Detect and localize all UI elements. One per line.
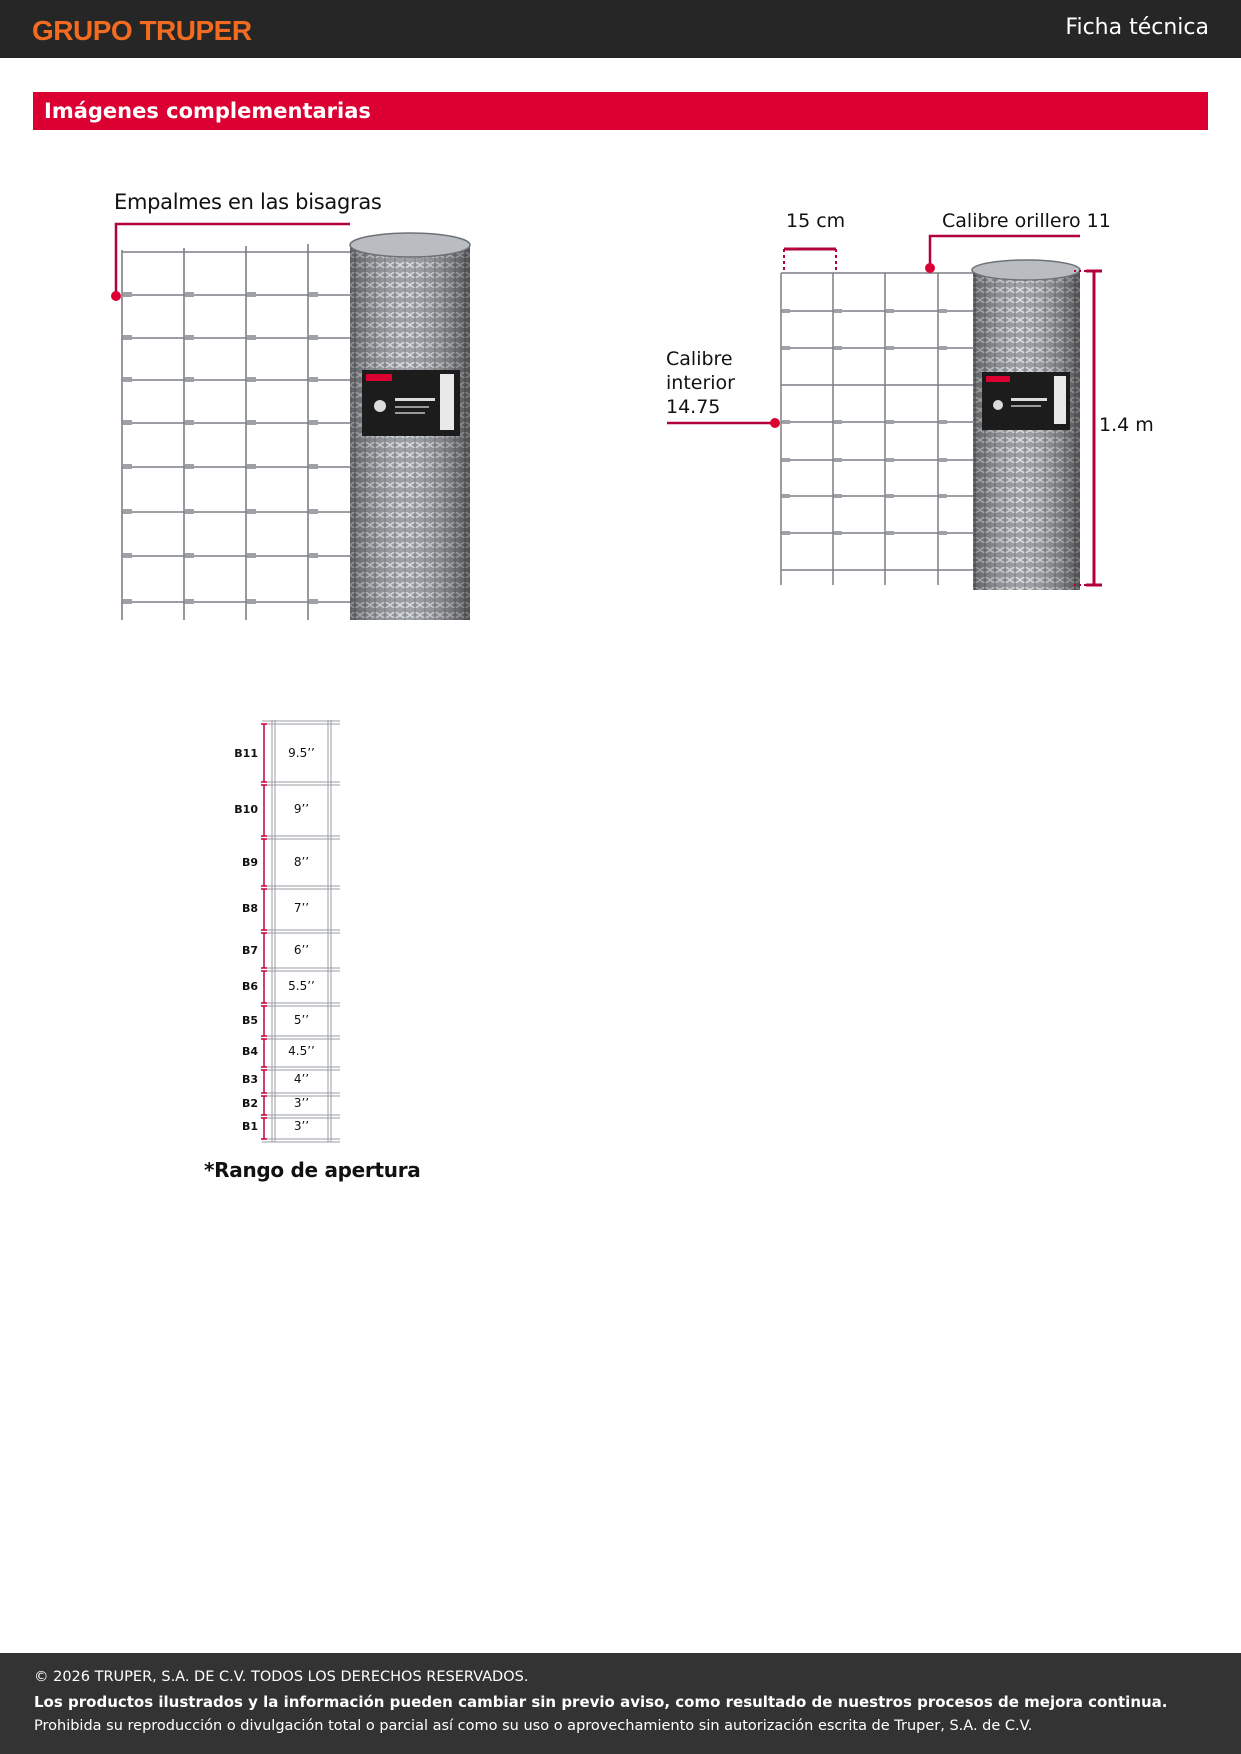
hinge-joint-callout: Empalmes en las bisagras (114, 190, 382, 214)
band-label: B11 (234, 747, 258, 760)
opening-value: 7’’ (293, 901, 310, 915)
opening-value: 5’’ (293, 1013, 310, 1027)
spacing-label: 15 cm (786, 210, 846, 232)
edge-wire-label: Calibre orillero 11 (942, 210, 1111, 232)
opening-value: 9.5’’ (288, 746, 315, 760)
fence-roll-illustration-left (100, 190, 500, 630)
band-label: B9 (241, 856, 258, 869)
opening-value: 4.5’’ (288, 1044, 315, 1058)
change-notice: Los productos ilustrados y la información pueden cambiar sin previo aviso, como resultado de nuestros procesos de mejora continua. (34, 1693, 1168, 1711)
opening-value: 9’’ (293, 802, 310, 816)
opening-value: 3’’ (293, 1119, 310, 1133)
opening-range-figure (200, 718, 421, 1188)
band-label: B2 (241, 1097, 258, 1110)
band-label: B1 (241, 1120, 258, 1133)
band-label: B5 (241, 1014, 258, 1027)
opening-value: 4’’ (293, 1072, 310, 1086)
opening-range-caption: *Rango de apertura (204, 1158, 421, 1182)
inner-wire-label-line2: interior (666, 372, 735, 394)
opening-value: 5.5’’ (288, 979, 315, 993)
brand-logo: GRUPO TRUPER (32, 15, 252, 46)
fence-roll-figure-right (660, 205, 1160, 605)
section-title: Imágenes complementarias (44, 99, 371, 123)
band-label: B3 (241, 1073, 258, 1086)
reproduction-notice: Prohibida su reproducción o divulgación total o parcial así como su uso o aprovechamiento sin autorización escrita de Truper, S.A. de C.V. (34, 1718, 1033, 1734)
page-header (0, 0, 1241, 58)
opening-value: 8’’ (293, 855, 310, 869)
band-label: B4 (241, 1045, 258, 1058)
page-footer (0, 1653, 1241, 1754)
band-label: B8 (241, 902, 258, 915)
opening-value: 3’’ (293, 1096, 310, 1110)
inner-wire-label (666, 347, 735, 419)
band-label: B7 (241, 944, 258, 957)
band-label: B6 (241, 980, 258, 993)
inner-wire-label-line1: Calibre (666, 348, 733, 370)
band-label: B10 (234, 803, 258, 816)
fence-roll-figure-left (100, 190, 500, 630)
document-type: Ficha técnica (1065, 15, 1209, 40)
section-header (33, 92, 1208, 130)
inner-wire-label-line3: 14.75 (666, 396, 721, 418)
opening-value: 6’’ (293, 943, 310, 957)
fence-roll-illustration-right (660, 205, 1160, 605)
height-label: 1.4 m (1099, 414, 1154, 436)
copyright-text: © 2026 TRUPER, S.A. DE C.V. TODOS LOS DERECHOS RESERVADOS. (34, 1669, 529, 1685)
